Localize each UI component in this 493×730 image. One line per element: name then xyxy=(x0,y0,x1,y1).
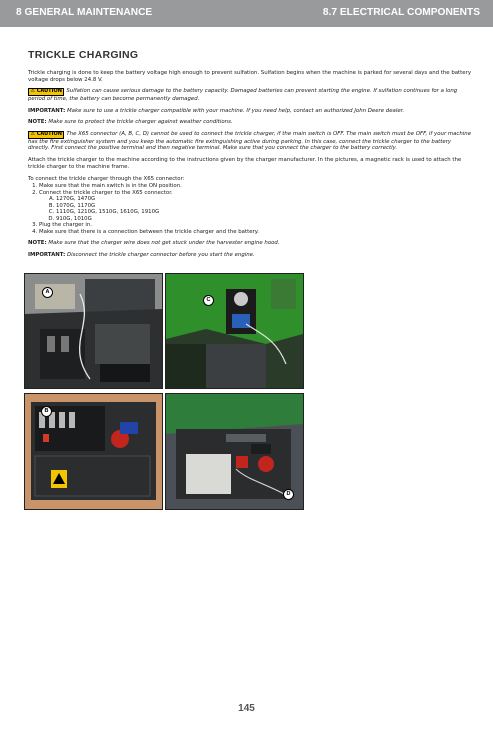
page-title: TRICKLE CHARGING xyxy=(28,49,139,61)
intro-paragraph: Trickle charging is done to keep the battery voltage high enough to prevent sulfation. Sulfation begins when the machine is parked for several days and the battery voltage drops below 24.8 V. xyxy=(28,70,472,83)
note-1: NOTE: Make sure to protect the trickle charger against weather conditions. xyxy=(28,119,233,126)
model-item: A. 1270G, 1470G xyxy=(56,196,474,203)
photo-grid xyxy=(24,273,302,511)
attach-paragraph: Attach the trickle charger to the machine according to the instructions given by the charger manufacturer. In the pictures, a magnetic rack is used to attach the trickle charger to the machine frame. xyxy=(28,157,462,170)
model-item: B. 1070G, 1170G xyxy=(56,203,474,210)
procedure-steps xyxy=(28,183,474,235)
step-item: 2. Connect the trickle charger to the X65 connector. A. 1270G, 1470G B. 1070G, 1170G C. 1110G, 1210G, 1510G, 1610G, 1910G D. 910G, 1010G xyxy=(39,190,474,223)
step-item: 1. Make sure that the main switch is in the ON position. xyxy=(39,183,474,190)
callout-d: D xyxy=(283,489,294,500)
important-1: IMPORTANT: Make sure to use a trickle charger compatible with your machine. If you need help, contact an authorized John Deere dealer. xyxy=(28,107,405,114)
step-item: 4. Make sure that there is a connection between the trickle charger and the battery. xyxy=(39,229,474,236)
photo-connector-c xyxy=(165,273,304,389)
model-item: C. 1110G, 1210G, 1510G, 1610G, 1910G xyxy=(56,209,474,216)
connect-intro: To connect the trickle charger through the X65 connector: xyxy=(28,175,185,182)
photo-connector-b xyxy=(24,393,163,510)
callout-c: C xyxy=(203,295,214,306)
caution-badge: ⚠ CAUTION xyxy=(28,131,64,139)
important-2: IMPORTANT: Disconnect the trickle charger connector before you start the engine. xyxy=(28,251,255,258)
caution-2: ⚠ CAUTION The X65 connector (A, B, C, D) cannot be used to connect the trickle charger, if the main switch is OFF. The main switch must be OFF, if your machine has the fire extinguisher system and you keep the automatic fire extinguishing active during parking. In this case, connect the trickle charger to the battery directly. First connect the positive terminal and then negative terminal. Make sure that you connect the charger to the battery correctly. xyxy=(28,131,472,152)
page-number: 145 xyxy=(238,703,255,714)
step-item: 3. Plug the charger in. xyxy=(39,222,474,229)
note-2: NOTE: Make sure that the charger wire does not get stuck under the harvester engine hood. xyxy=(28,240,280,247)
model-item: D. 910G, 1010G xyxy=(56,216,474,223)
caution-badge: ⚠ CAUTION xyxy=(28,88,64,96)
model-list xyxy=(39,196,474,222)
callout-a: A xyxy=(42,287,53,298)
photo-connector-a xyxy=(24,273,163,389)
caution-1: ⚠ CAUTION Sulfation can cause serious damage to the battery capacity. Damaged batteries can prevent starting the engine. If sulfation continues for a long period of time, the battery can become permanently damaged. xyxy=(28,88,458,102)
callout-b: B xyxy=(41,406,52,417)
subsection-title: 8.7 ELECTRICAL COMPONENTS xyxy=(322,7,480,18)
body-text xyxy=(28,70,474,264)
photo-connector-d xyxy=(165,393,304,510)
page-header xyxy=(0,0,493,27)
section-title: 8 GENERAL MAINTENANCE xyxy=(16,7,153,18)
